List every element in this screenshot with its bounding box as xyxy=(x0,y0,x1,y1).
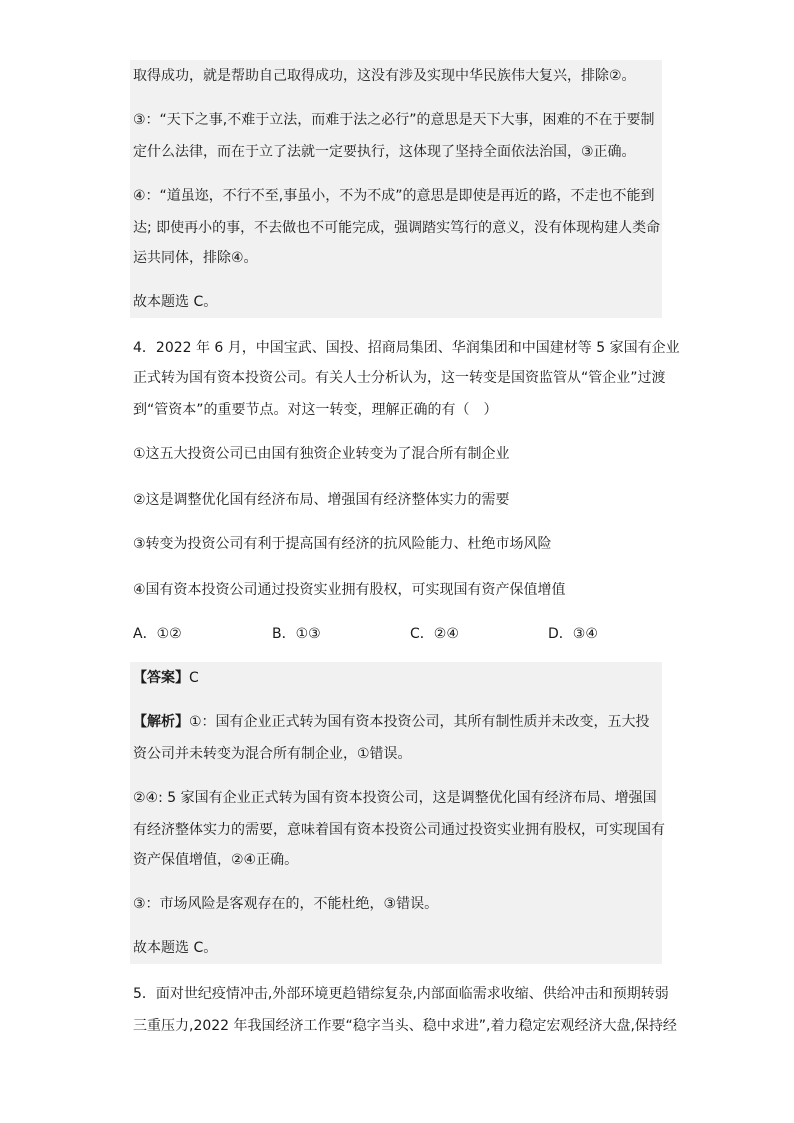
explanation-item4-line2: 达; 即使再小的事，不去做也不可能完成，强调踏实笃行的意义，没有体现构建人类命 xyxy=(133,220,661,236)
analysis2-line1: ②④: 5 家国有企业正式转为国有资本投资公司，这是调整优化国有经济布局、增强国 xyxy=(133,790,657,806)
explanation-item4-line3: 运共同体，排除④。 xyxy=(133,250,258,266)
analysis1-line1 xyxy=(133,706,663,738)
explanation-line: 取得成功，就是帮助自己取得成功，这没有涉及实现中华民族伟大复兴，排除②。 xyxy=(133,68,636,84)
question4-options xyxy=(133,618,663,650)
answer-label: 【答案】 xyxy=(133,670,189,686)
question5-stem-line2: 三重压力,2022 年我国经济工作要“稳字当头、稳中求进”,着力稳定宏观经济大盘,保持经 xyxy=(133,1018,677,1034)
analysis1-text: ①：国有企业正式转为国有资本投资公司，其所有制性质并未改变，五大投 xyxy=(189,714,650,730)
question4-stem-line3: 到“管资本”的重要节点。对这一转变，理解正确的有（ ） xyxy=(133,402,498,418)
option-d: D．③④ xyxy=(548,626,598,642)
question4-statement-3: ③转变为投资公司有利于提高国有经济的抗风险能力、杜绝市场风险 xyxy=(133,536,552,552)
explanation-item4-line1: ④：“道虽迩，不行不至,事虽小，不为不成”的意思是即使是再近的路，不走也不能到 xyxy=(133,188,655,204)
answer-value: C xyxy=(189,670,199,686)
option-b: B．①③ xyxy=(272,626,321,642)
question4-conclusion: 故本题选 C。 xyxy=(133,940,218,956)
question4-stem-line2: 正式转为国有资本投资公司。有关人士分析认为，这一转变是国资监管从“管企业”过渡 xyxy=(133,370,666,386)
option-a: A．①② xyxy=(133,626,182,642)
analysis2-line2: 有经济整体实力的需要，意味着国有资本投资公司通过投资实业拥有股权，可实现国有 xyxy=(133,822,665,838)
analysis3-line: ③：市场风险是客观存在的，不能杜绝，③错误。 xyxy=(133,896,439,912)
explanation-conclusion: 故本题选 C。 xyxy=(133,294,218,310)
analysis-label: 【解析】 xyxy=(133,714,189,730)
question4-statement-1: ①这五大投资公司已由国有独资企业转变为了混合所有制企业 xyxy=(133,446,510,462)
analysis2-line3: 资产保值增值，②④正确。 xyxy=(133,852,299,868)
analysis1-line2: 资公司并未转变为混合所有制企业，①错误。 xyxy=(133,746,412,762)
option-c: C．②④ xyxy=(410,626,459,642)
question4-statement-4: ④国有资本投资公司通过投资实业拥有股权，可实现国有资产保值增值 xyxy=(133,582,566,598)
explanation-item3-line1: ③：“天下之事,不难于立法，而难于法之必行”的意思是天下大事，困难的不在于要制 xyxy=(133,112,655,128)
answer-line xyxy=(133,662,663,694)
question5-stem-line1: 5．面对世纪疫情冲击,外部环境更趋错综复杂,内部面临需求收缩、供给冲击和预期转弱 xyxy=(133,986,669,1002)
question4-stem-line1: 4．2022 年 6 月，中国宝武、国投、招商局集团、华润集团和中国建材等 5 家国有企业 xyxy=(133,340,680,356)
explanation-item3-line2: 定什么法律，而在于立了法就一定要执行，这体现了坚持全面依法治国，③正确。 xyxy=(133,144,636,160)
question4-statement-2: ②这是调整优化国有经济布局、增强国有经济整体实力的需要 xyxy=(133,492,510,508)
